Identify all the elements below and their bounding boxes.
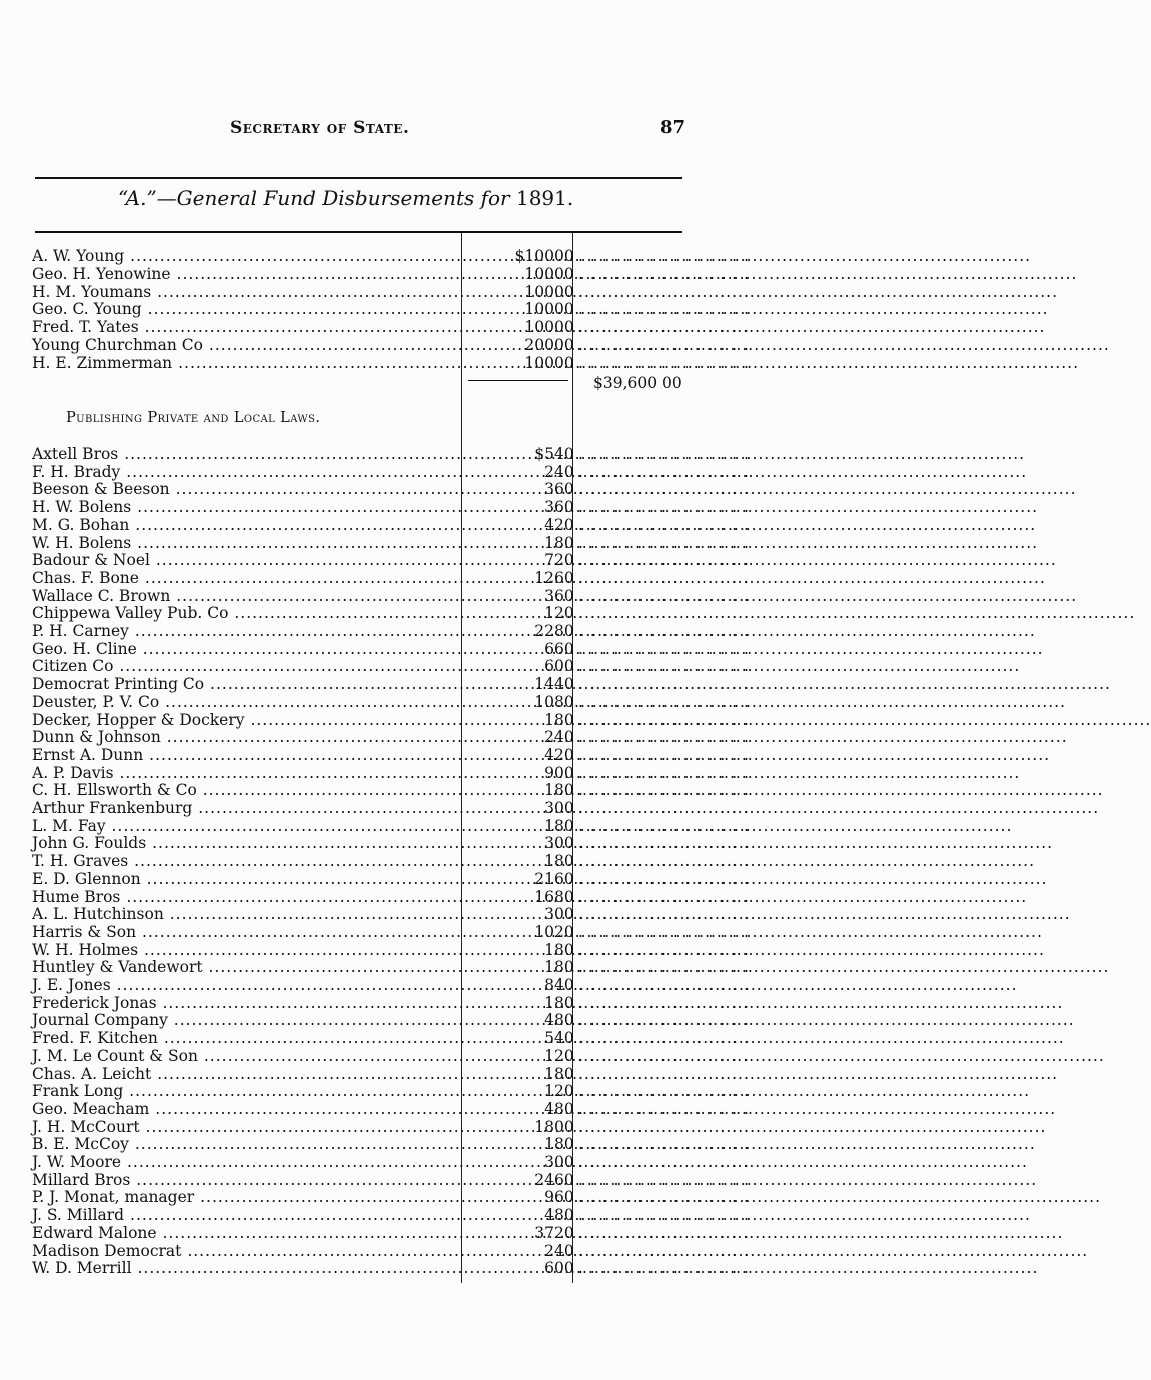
amount-dollars: 100 <box>524 300 554 319</box>
amount-dollars: 1 <box>544 958 554 977</box>
amount-dollars: 1 <box>544 710 554 729</box>
total-column-leader: . . . . . . . . . . . . . . . <box>578 675 750 694</box>
amount-dollars: 1 <box>544 1082 554 1101</box>
amount-cents: 00 <box>554 282 574 301</box>
amount-cents: 80 <box>554 1135 574 1154</box>
total-column-leader: . . . . . . . . . . . . . . . <box>578 445 750 463</box>
amount-dollars: 3 <box>544 480 554 499</box>
total-column-leader: . . . . . . . . . . . . . . . <box>578 622 750 640</box>
total-column-leader: . . . . . . . . . . . . . . . <box>578 1223 750 1242</box>
total-column-leader: . . . . . . . . . . . . . . . <box>578 639 750 658</box>
amount-dollars: 2 <box>544 462 554 481</box>
table-row <box>32 300 750 319</box>
payee-name: Ernst A. Dunn ..... <box>32 747 460 765</box>
total-column-leader: . . . . . . . . . . . . . . . <box>578 318 750 337</box>
total-column-leader: . . . . . . . . . . . . . . . <box>578 922 750 941</box>
table-row <box>32 1117 750 1137</box>
title-bottom-rule <box>35 231 682 233</box>
amount-dollars: 8 <box>544 976 554 994</box>
amount-cents: 20 <box>554 1046 574 1065</box>
total-column-leader: . . . . . . . . . . . . . . . <box>578 745 750 764</box>
amount-dollars: $5 <box>534 445 554 463</box>
table-row <box>32 568 750 588</box>
table-row <box>32 976 750 995</box>
table-row <box>32 745 750 765</box>
table-row <box>32 940 750 960</box>
amount-cents: 60 <box>554 1170 574 1189</box>
table-row <box>32 264 750 284</box>
running-head: Secretary of State. <box>230 118 410 138</box>
section-total: $39,600 00 <box>593 374 682 392</box>
amount-cents: 80 <box>554 887 574 906</box>
table-row <box>32 551 750 570</box>
payee-name: John G. Foulds ..... <box>32 835 460 853</box>
amount-cents: 80 <box>554 533 574 552</box>
total-column-leader: . . . . . . . . . . . . . . . <box>578 300 750 319</box>
amount-cents: 00 <box>554 1117 574 1136</box>
table-row <box>32 905 750 924</box>
amount-dollars: 2 <box>544 728 554 747</box>
payee-name: Madison Democrat ..... <box>32 1243 460 1261</box>
amount-dollars: 1 <box>544 816 554 835</box>
amount-cents: 60 <box>554 1188 574 1207</box>
total-column-leader: . . . . . . . . . . . . . . . <box>578 533 750 552</box>
total-column-leader: . . . . . . . . . . . . . . . <box>578 462 750 481</box>
total-column-leader: . . . . . . . . . . . . . . . <box>578 887 750 906</box>
amount-dollars: 22 <box>534 622 554 640</box>
amount-cents: 40 <box>554 445 574 463</box>
amount-dollars: 4 <box>544 1206 554 1225</box>
table-row <box>32 692 750 712</box>
total-column-leader: . . . . . . . . . . . . . . . <box>578 1082 750 1101</box>
amount-cents: 80 <box>554 710 574 729</box>
amount-cents: 40 <box>554 462 574 481</box>
amount-cents: 80 <box>554 692 574 711</box>
payee-name: Fred. T. Yates ..... <box>32 319 460 337</box>
amount-dollars: 100 <box>524 282 554 301</box>
total-column-leader: . . . . . . . . . . . . . . . <box>578 282 750 301</box>
payee-name: J. M. Le Count & Son ..... <box>32 1048 460 1066</box>
table-row <box>32 1029 750 1048</box>
table-row <box>32 657 750 676</box>
amount-dollars: 1 <box>544 940 554 959</box>
amount-dollars: 1 <box>544 1064 554 1083</box>
amount-dollars: 3 <box>544 1153 554 1171</box>
total-column-leader: . . . . . . . . . . . . . . . <box>578 869 750 888</box>
amount-dollars: 2 <box>544 1241 554 1260</box>
payee-name: Frank Long ..... <box>32 1083 460 1101</box>
amount-dollars: 6 <box>544 657 554 676</box>
total-column-leader: . . . . . . . . . . . . . . . <box>578 1099 750 1118</box>
total-column-leader: . . . . . . . . . . . . . . . <box>578 728 750 747</box>
amount-cents: 00 <box>554 834 574 853</box>
amount-dollars: 4 <box>544 1011 554 1030</box>
total-column-leader: . . . . . . . . . . . . . . . <box>578 976 750 994</box>
payee-name: M. G. Bohan ..... <box>32 517 460 535</box>
payee-name: Citizen Co ..... <box>32 658 460 676</box>
total-column-leader: . . . . . . . . . . . . . . . <box>578 799 750 817</box>
amount-cents: 80 <box>554 1064 574 1083</box>
amount-cents: 20 <box>554 922 574 941</box>
amount-cents: 80 <box>554 781 574 800</box>
table-row <box>32 622 750 641</box>
amount-dollars: 3 <box>544 586 554 605</box>
total-column-leader: . . . . . . . . . . . . . . . <box>578 1259 750 1278</box>
amount-dollars: 1 <box>544 604 554 623</box>
total-column-leader: . . . . . . . . . . . . . . . <box>578 1046 750 1065</box>
amount-dollars: 200 <box>524 336 554 354</box>
table-row <box>32 445 750 464</box>
total-column-leader: . . . . . . . . . . . . . . . <box>578 1153 750 1171</box>
payee-name: A. L. Hutchinson ..... <box>32 906 460 924</box>
table-row <box>32 1206 750 1225</box>
amount-dollars: 12 <box>534 568 554 587</box>
total-column-leader: . . . . . . . . . . . . . . . <box>578 1206 750 1225</box>
amount-dollars: 3 <box>544 905 554 924</box>
amount-cents: 80 <box>554 993 574 1012</box>
amount-cents: 00 <box>554 799 574 817</box>
total-column-leader: . . . . . . . . . . . . . . . <box>578 353 750 372</box>
amount-cents: 80 <box>554 1011 574 1030</box>
payee-name: P. H. Carney ..... <box>32 623 460 641</box>
payee-name: Huntley & Vandewort ..... <box>32 959 460 977</box>
total-column-leader: . . . . . . . . . . . . . . . <box>578 604 750 623</box>
table-row <box>32 586 750 606</box>
table-row <box>32 763 750 783</box>
payee-name: W. H. Bolens ..... <box>32 535 460 553</box>
total-column-leader: . . . . . . . . . . . . . . . <box>578 1117 750 1136</box>
total-column-leader: . . . . . . . . . . . . . . . <box>578 515 750 534</box>
amount-dollars: 100 <box>524 264 554 283</box>
amount-cents: 60 <box>554 869 574 888</box>
payee-name: J. H. McCourt ..... <box>32 1119 460 1137</box>
total-column-leader: . . . . . . . . . . . . . . . <box>578 568 750 587</box>
payee-name: Edward Malone ..... <box>32 1225 460 1243</box>
amount-dollars: 9 <box>544 763 554 782</box>
table-row <box>32 353 750 373</box>
amount-cents: 80 <box>554 852 574 871</box>
amount-dollars: 21 <box>534 869 554 888</box>
total-column-leader: . . . . . . . . . . . . . . . <box>578 551 750 570</box>
amount-cents: 60 <box>554 498 574 517</box>
amount-cents: 20 <box>554 1223 574 1242</box>
amount-dollars: 5 <box>544 1029 554 1048</box>
total-column-leader: . . . . . . . . . . . . . . . <box>578 247 750 265</box>
table-row <box>32 498 750 517</box>
amount-cents: 40 <box>554 976 574 994</box>
payee-name: Chas. F. Bone ..... <box>32 570 460 588</box>
table-title-text: “A.”—General Fund Disbursements for <box>118 186 510 210</box>
table-row <box>32 1082 750 1101</box>
total-column-leader: . . . . . . . . . . . . . . . <box>578 336 750 354</box>
table-row <box>32 869 750 889</box>
payee-name: Geo. H. Cline ..... <box>32 641 460 659</box>
table-row <box>32 958 750 977</box>
total-column-leader: . . . . . . . . . . . . . . . <box>578 816 750 835</box>
total-column-leader: . . . . . . . . . . . . . . . <box>578 1135 750 1154</box>
payee-name: C. H. Ellsworth & Co ..... <box>32 782 460 800</box>
total-column-leader: . . . . . . . . . . . . . . . <box>578 834 750 853</box>
amount-cents: 80 <box>554 940 574 959</box>
amount-cents: 00 <box>554 1153 574 1171</box>
amount-dollars: 4 <box>544 1099 554 1118</box>
payee-name: B. E. McCoy ..... <box>32 1136 460 1154</box>
amount-cents: 20 <box>554 551 574 570</box>
amount-dollars: 1 <box>544 781 554 800</box>
payee-name: Chas. A. Leicht ..... <box>32 1066 460 1084</box>
table-row <box>32 1011 750 1030</box>
amount-cents: 00 <box>554 763 574 782</box>
payee-name: A. W. Young ..... <box>32 248 460 266</box>
payee-name: Geo. Meacham ..... <box>32 1101 460 1119</box>
amount-cents: 40 <box>554 1241 574 1260</box>
payee-name: Fred. F. Kitchen ..... <box>32 1030 460 1048</box>
total-column-leader: . . . . . . . . . . . . . . . <box>578 657 750 676</box>
top-rule <box>35 177 682 179</box>
amount-dollars: 4 <box>544 515 554 534</box>
section-heading: Publishing Private and Local Laws. <box>66 410 321 426</box>
total-column-leader: . . . . . . . . . . . . . . . <box>578 1170 750 1189</box>
total-column-leader: . . . . . . . . . . . . . . . <box>578 958 750 977</box>
table-row <box>32 1153 750 1172</box>
payee-name: T. H. Graves ..... <box>32 853 460 871</box>
amount-dollars: $100 <box>514 247 554 265</box>
table-row <box>32 318 750 337</box>
page-number: 87 <box>660 117 686 138</box>
payee-name: Young Churchman Co ..... <box>32 337 460 355</box>
amount-cents: 20 <box>554 1082 574 1101</box>
payee-name: H. W. Bolens ..... <box>32 499 460 517</box>
payee-name: W. H. Holmes ..... <box>32 942 460 960</box>
table-row <box>32 1170 750 1190</box>
total-column-leader: . . . . . . . . . . . . . . . <box>578 264 750 283</box>
payee-name: Hume Bros ..... <box>32 889 460 907</box>
table-row <box>32 533 750 553</box>
amount-cents: 80 <box>554 958 574 977</box>
total-column-leader: . . . . . . . . . . . . . . . <box>578 1029 750 1048</box>
table-row <box>32 515 750 535</box>
total-column-leader: . . . . . . . . . . . . . . . <box>578 692 750 711</box>
payee-name: H. E. Zimmerman ..... <box>32 355 460 373</box>
amount-cents: 20 <box>554 604 574 623</box>
total-column-leader: . . . . . . . . . . . . . . . <box>578 940 750 959</box>
amount-dollars: 4 <box>544 745 554 764</box>
payee-name: Axtell Bros ..... <box>32 446 460 464</box>
amount-cents: 60 <box>554 586 574 605</box>
table-row <box>32 639 750 659</box>
table-row <box>32 993 750 1013</box>
payee-name: Badour & Noel ..... <box>32 552 460 570</box>
table-row <box>32 852 750 871</box>
amount-dollars: 10 <box>534 692 554 711</box>
amount-dollars: 1 <box>544 1135 554 1154</box>
amount-dollars: 24 <box>534 1170 554 1189</box>
table-row <box>32 799 750 818</box>
total-column-leader: . . . . . . . . . . . . . . . <box>578 1241 750 1260</box>
amount-cents: 40 <box>554 675 574 694</box>
payee-name: Beeson & Beeson ..... <box>32 481 460 499</box>
total-column-leader: . . . . . . . . . . . . . . . <box>578 1011 750 1030</box>
total-column-leader: . . . . . . . . . . . . . . . <box>578 586 750 605</box>
amount-dollars: 18 <box>534 1117 554 1136</box>
amount-cents: 00 <box>554 318 574 337</box>
amount-cents: 80 <box>554 1206 574 1225</box>
payee-name: Journal Company ..... <box>32 1012 460 1030</box>
amount-dollars: 6 <box>544 1259 554 1278</box>
table-row <box>32 781 750 800</box>
payee-name: Dunn & Johnson ..... <box>32 729 460 747</box>
payee-name: Decker, Hopper & Dockery ..... <box>32 712 460 730</box>
payee-name: J. E. Jones ..... <box>32 977 460 995</box>
amount-cents: 80 <box>554 816 574 835</box>
table-row <box>32 728 750 747</box>
table-row <box>32 1188 750 1207</box>
total-column-leader: . . . . . . . . . . . . . . . <box>578 1064 750 1083</box>
table-title-year: 1891. <box>515 186 574 210</box>
payee-name: A. P. Davis ..... <box>32 765 460 783</box>
amount-cents: 60 <box>554 639 574 658</box>
total-column-leader: . . . . . . . . . . . . . . . <box>578 993 750 1012</box>
amount-dollars: 100 <box>524 318 554 337</box>
table-row <box>32 816 750 836</box>
amount-cents: 00 <box>554 905 574 924</box>
payee-name: Arthur Frankenburg ..... <box>32 800 460 818</box>
payee-name: W. D. Merrill ..... <box>32 1260 460 1278</box>
amount-dollars: 6 <box>544 639 554 658</box>
total-column-leader: . . . . . . . . . . . . . . . <box>578 710 750 729</box>
table-title <box>118 186 573 210</box>
table-row <box>32 480 750 499</box>
table-row <box>32 710 750 730</box>
table-row <box>32 1241 750 1261</box>
amount-cents: 60 <box>554 480 574 499</box>
table-row <box>32 1135 750 1154</box>
table-row <box>32 1046 750 1066</box>
amount-cents: 80 <box>554 622 574 640</box>
amount-dollars: 3 <box>544 498 554 517</box>
payee-name: Democrat Printing Co ..... <box>32 676 460 694</box>
amount-dollars: 100 <box>524 353 554 372</box>
total-column-leader: . . . . . . . . . . . . . . . <box>578 781 750 800</box>
amount-cents: 20 <box>554 745 574 764</box>
payee-name: J. W. Moore ..... <box>32 1154 460 1172</box>
total-column-leader: . . . . . . . . . . . . . . . <box>578 1188 750 1207</box>
amount-cents: 40 <box>554 728 574 747</box>
payee-name: Geo. H. Yenowine ..... <box>32 266 460 284</box>
amount-dollars: 1 <box>544 1046 554 1065</box>
amount-dollars: 10 <box>534 922 554 941</box>
amount-cents: 00 <box>554 300 574 319</box>
total-column-leader: . . . . . . . . . . . . . . . <box>578 852 750 871</box>
table-row <box>32 675 750 694</box>
amount-dollars: 37 <box>534 1223 554 1242</box>
amount-cents: 60 <box>554 568 574 587</box>
amount-dollars: 1 <box>544 852 554 871</box>
table-row <box>32 462 750 482</box>
table-row <box>32 604 750 623</box>
table-row <box>32 834 750 853</box>
amount-dollars: 9 <box>544 1188 554 1207</box>
amount-dollars: 14 <box>534 675 554 694</box>
payee-name: P. J. Monat, manager ..... <box>32 1189 460 1207</box>
payee-name: Wallace C. Brown ..... <box>32 588 460 606</box>
total-column-leader: . . . . . . . . . . . . . . . <box>578 480 750 499</box>
table-row <box>32 282 750 302</box>
payee-name: F. H. Brady ..... <box>32 464 460 482</box>
table-row <box>32 1099 750 1119</box>
payee-name: Millard Bros ..... <box>32 1172 460 1190</box>
table-row <box>32 922 750 942</box>
amount-dollars: 3 <box>544 799 554 817</box>
table-row <box>32 887 750 907</box>
subtotal-rule <box>468 380 568 381</box>
amount-cents: 00 <box>554 353 574 372</box>
table-row <box>32 336 750 355</box>
table-row <box>32 247 750 266</box>
amount-cents: 20 <box>554 515 574 534</box>
payee-name: Frederick Jonas ..... <box>32 995 460 1013</box>
amount-cents: 00 <box>554 657 574 676</box>
total-column-leader: . . . . . . . . . . . . . . . <box>578 763 750 782</box>
payee-name: L. M. Fay ..... <box>32 818 460 836</box>
total-column-leader: . . . . . . . . . . . . . . . <box>578 905 750 924</box>
payee-name: J. S. Millard ..... <box>32 1207 460 1225</box>
payee-name: E. D. Glennon ..... <box>32 871 460 889</box>
payee-name: Harris & Son ..... <box>32 924 460 942</box>
total-column-leader: . . . . . . . . . . . . . . . <box>578 498 750 517</box>
payee-name: Chippewa Valley Pub. Co ..... <box>32 605 460 623</box>
amount-dollars: 7 <box>544 551 554 570</box>
amount-cents: 00 <box>554 1259 574 1278</box>
amount-cents: 80 <box>554 1099 574 1118</box>
amount-dollars: 1 <box>544 993 554 1012</box>
payee-name: Deuster, P. V. Co ..... <box>32 694 460 712</box>
amount-cents: 00 <box>554 247 574 265</box>
amount-dollars: 16 <box>534 887 554 906</box>
amount-cents: 40 <box>554 1029 574 1048</box>
amount-dollars: 3 <box>544 834 554 853</box>
payee-name: H. M. Youmans ..... <box>32 284 460 302</box>
amount-cents: 00 <box>554 264 574 283</box>
payee-name: Geo. C. Young ..... <box>32 301 460 319</box>
amount-cents: 00 <box>554 336 574 354</box>
table-row <box>32 1259 750 1278</box>
table-row <box>32 1223 750 1243</box>
table-row <box>32 1064 750 1084</box>
amount-dollars: 1 <box>544 533 554 552</box>
